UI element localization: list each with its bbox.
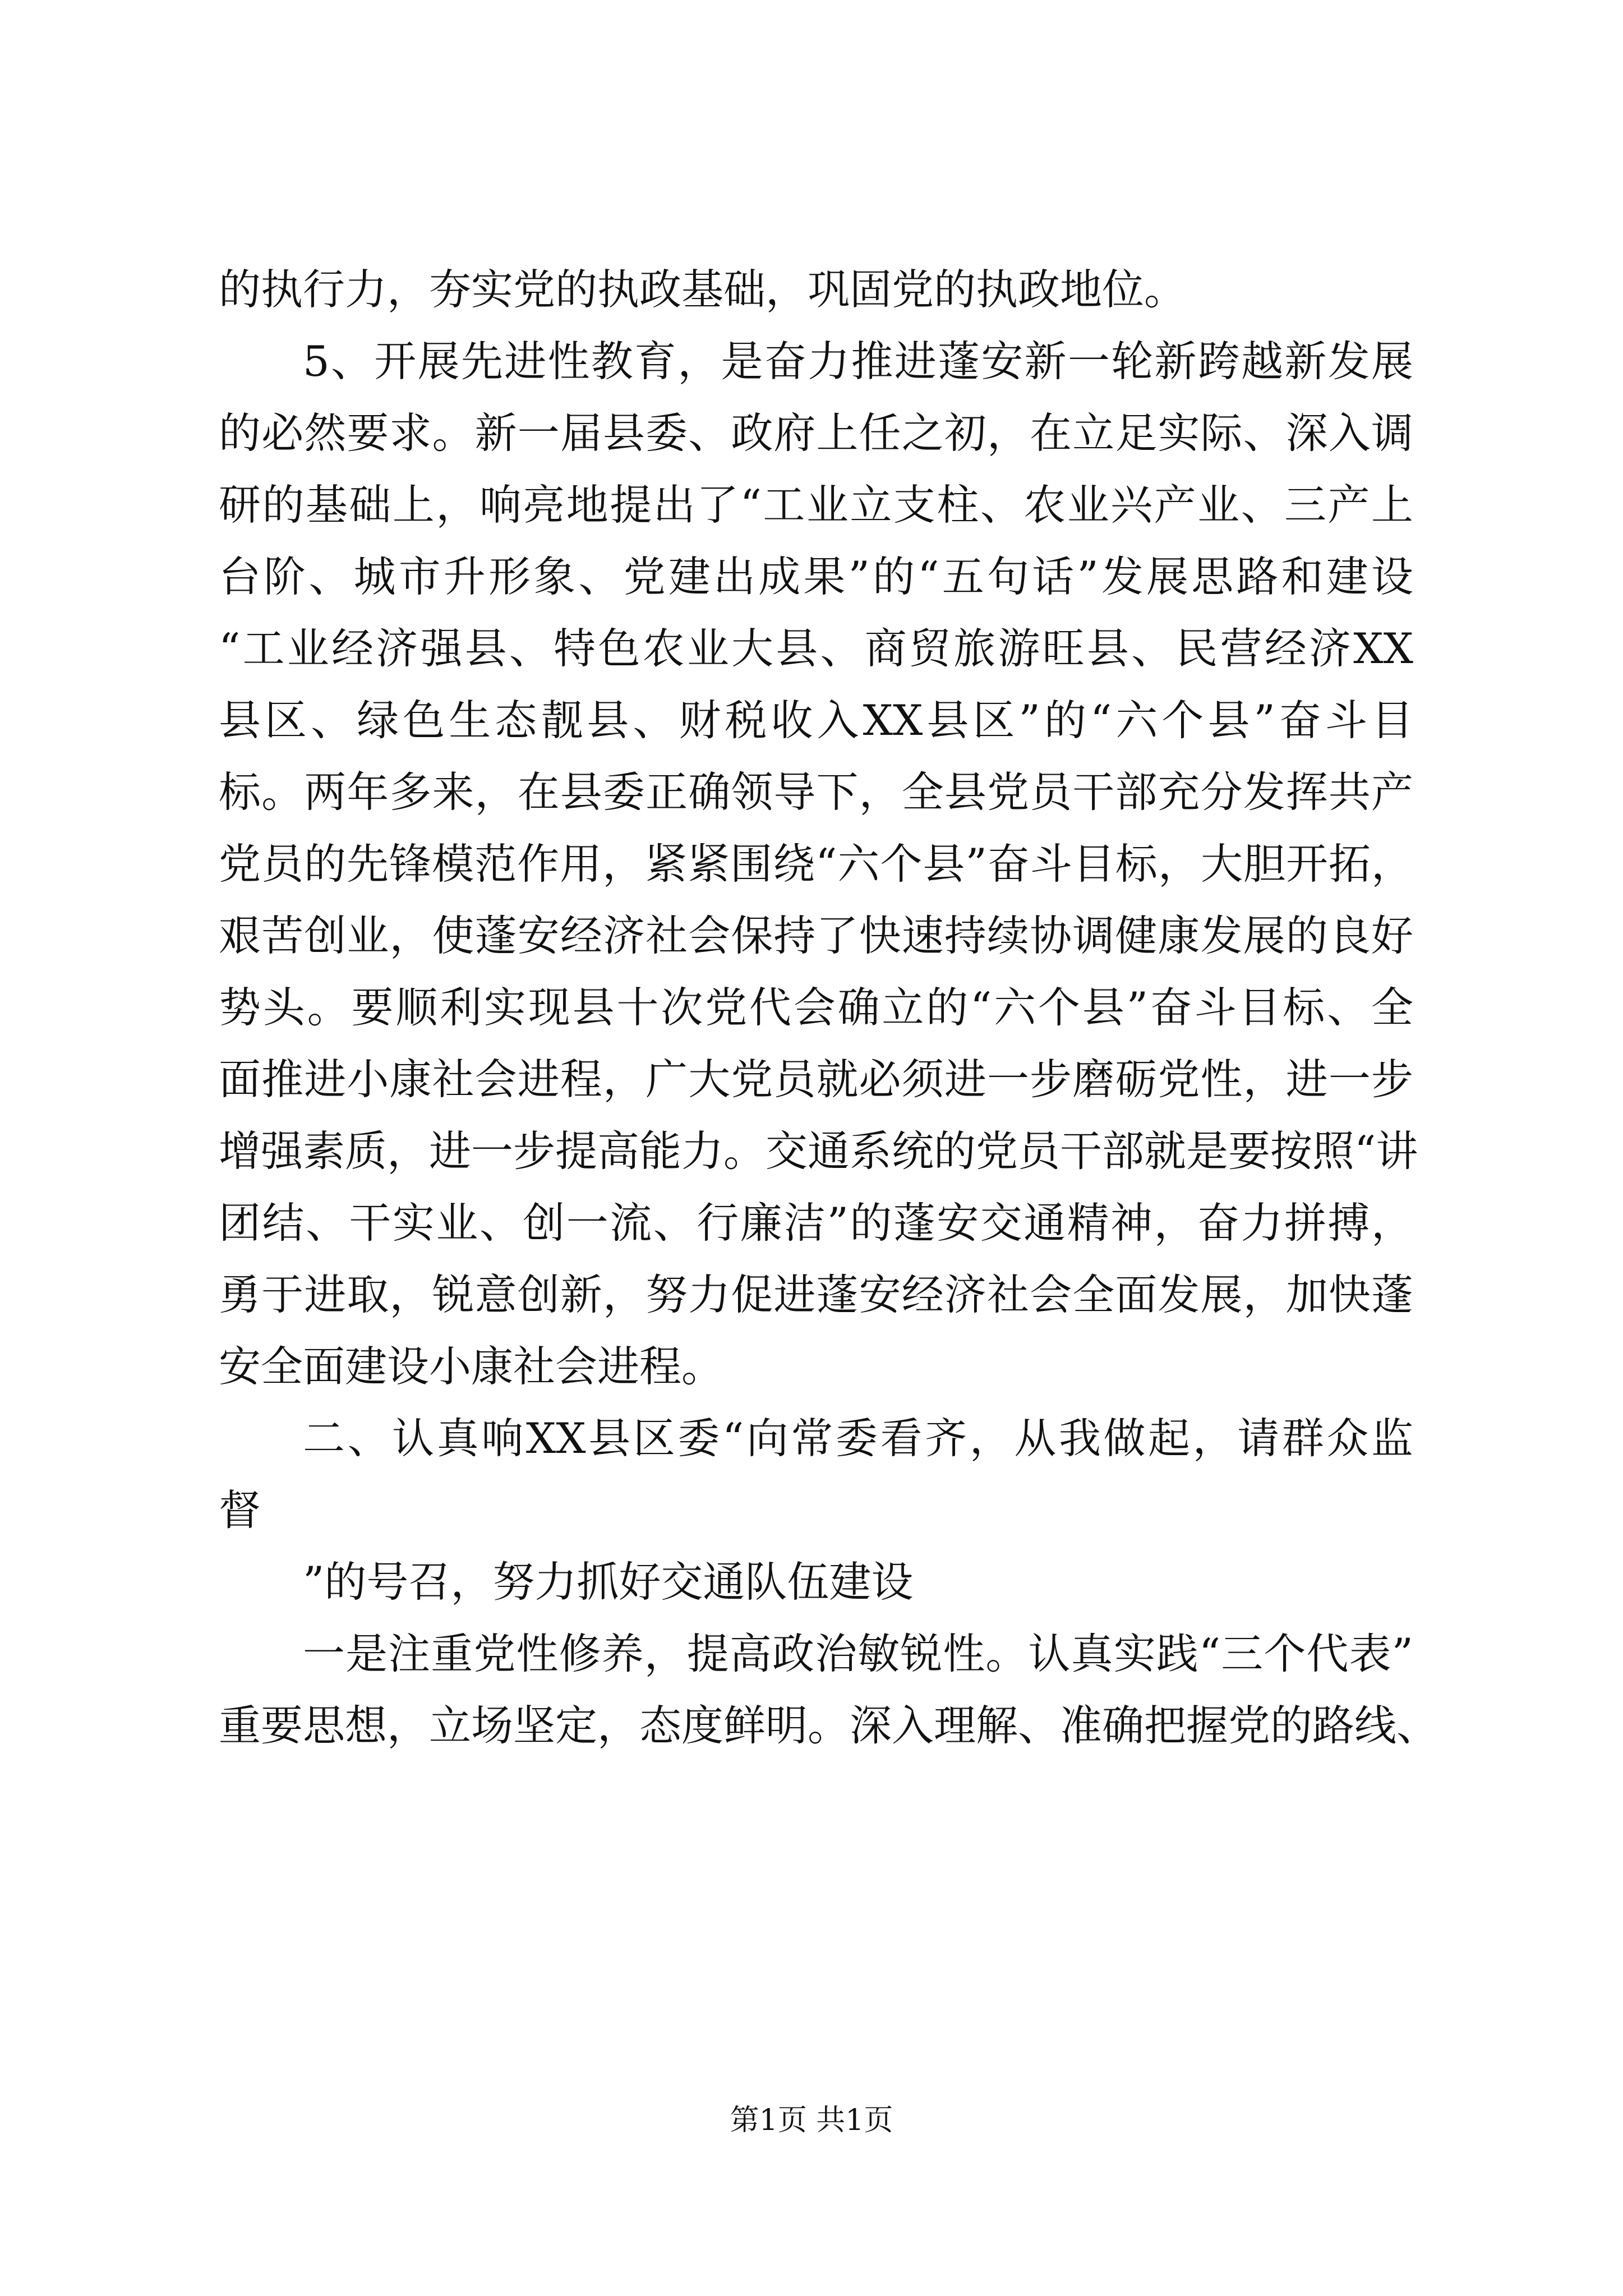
text-line-6: “工业经济强县、特色农业大县、商贸旅游旺县、民营经济XX — [219, 624, 1413, 673]
text-line-3: 的必然要求。新一届县委、政府上任之初，在立足实际、深入调 — [219, 408, 1413, 458]
text-line-8: 标。两年多来，在县委正确领导下，全县党员干部充分发挥共产 — [219, 767, 1413, 817]
text-line-11: 势头。要顺利实现县十次党代会确立的“六个县”奋斗目标、全 — [219, 983, 1413, 1032]
text-line-5: 台阶、城市升形象、党建出成果”的“五句话”发展思路和建设 — [219, 552, 1413, 601]
text-line-15: 勇于进取，锐意创新，努力促进蓬安经济社会全面发展，加快蓬 — [219, 1270, 1413, 1319]
text-line-9: 党员的先锋模范作用，紧紧围绕“六个县”奋斗目标，大胆开拓， — [219, 839, 1413, 889]
text-line-17: 二、认真响XX县区委“向常委看齐，从我做起，请群众监 — [303, 1414, 1413, 1463]
page-footer: 第1页 共1页 — [730, 2104, 893, 2137]
text-line-21: 重要思想，立场坚定，态度鲜明。深入理解、准确把握党的路线、 — [219, 1701, 1439, 1750]
text-line-12: 面推进小康社会进程，广大党员就必须进一步磨砺党性，进一步 — [219, 1055, 1413, 1104]
text-line-4: 研的基础上，响亮地提出了“工业立支柱、农业兴产业、三产上 — [219, 480, 1413, 530]
text-line-10: 艰苦创业，使蓬安经济社会保持了快速持续协调健康发展的良好 — [219, 911, 1413, 960]
text-line-2: 5、开展先进性教育，是奋力推进蓬安新一轮新跨越新发展 — [303, 337, 1413, 386]
text-line-14: 团结、干实业、创一流、行廉洁”的蓬安交通精神，奋力拼搏， — [219, 1198, 1413, 1248]
text-line-1: 的执行力，夯实党的执政基础，巩固党的执政地位。 — [219, 265, 1187, 314]
text-line-7: 县区、绿色生态靓县、财税收入XX县区”的“六个县”奋斗目 — [219, 696, 1413, 745]
text-line-16: 安全面建设小康社会进程。 — [219, 1342, 724, 1391]
text-line-13: 增强素质，进一步提高能力。交通系统的党员干部就是要按照“讲 — [219, 1126, 1418, 1176]
document-body — [219, 254, 1439, 1761]
text-line-19: ”的号召，努力抓好交通队伍建设 — [303, 1557, 914, 1607]
text-line-20: 一是注重党性修养，提高政治敏锐性。认真实践“三个代表” — [303, 1629, 1413, 1678]
text-line-18: 督 — [219, 1485, 261, 1535]
